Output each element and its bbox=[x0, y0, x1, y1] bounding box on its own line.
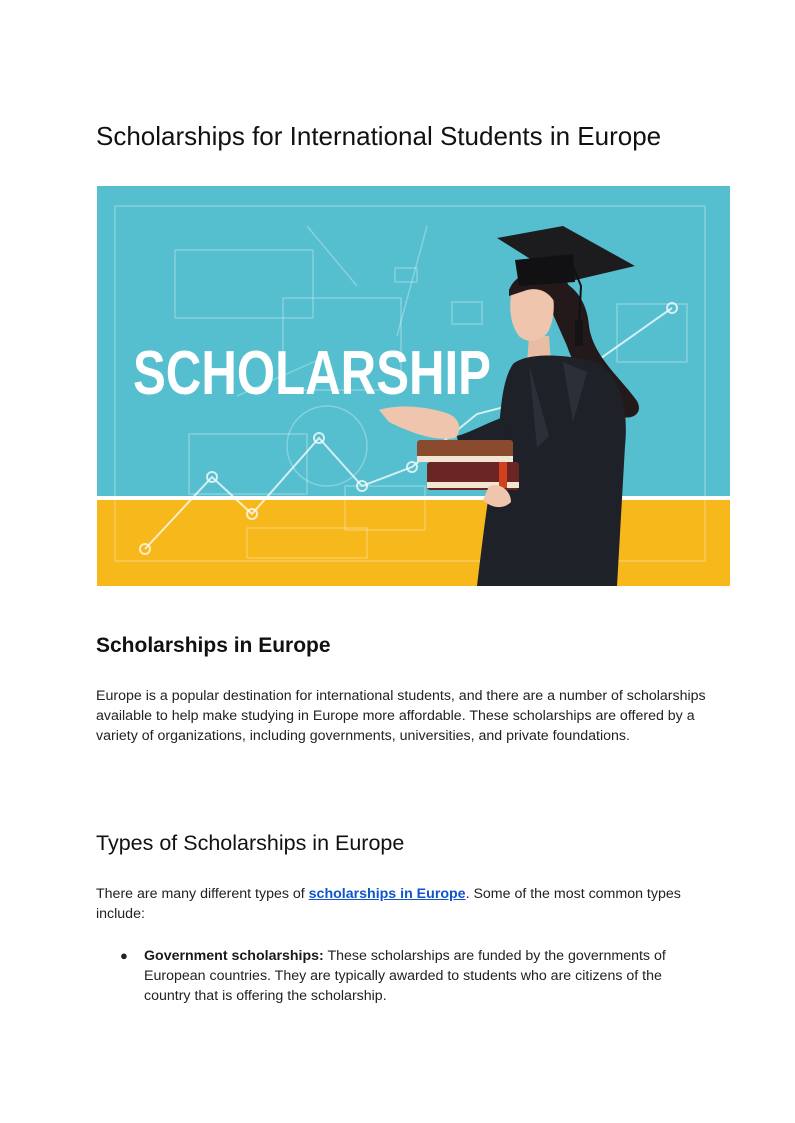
hero-scholarship-text: SCHOLARSHIP bbox=[133, 339, 491, 408]
hero-yellow-band bbox=[97, 500, 730, 586]
scholarships-in-europe-link[interactable]: scholarships in Europe bbox=[308, 886, 466, 902]
section-heading-types-of-scholarships: Types of Scholarships in Europe bbox=[96, 831, 405, 855]
scholarship-hero-image bbox=[97, 186, 730, 586]
scholarship-types-list bbox=[96, 946, 696, 1006]
section-heading-scholarships-in-europe: Scholarships in Europe bbox=[96, 634, 331, 657]
intro-paragraph: Europe is a popular destination for international students, and there are a number of scholarships available to help make studying in Europe more affordable. These scholarships are offered by a variety of organizations, including governments, universities, and private foundations. bbox=[96, 688, 706, 744]
list-item-text: These scholarships are funded by the governments of European countries. They are typically awarded to students who are citizens of the country that is offering the scholarship. bbox=[144, 948, 666, 1004]
list-item bbox=[96, 946, 696, 1006]
list-item-label: Government scholarships: bbox=[144, 948, 324, 964]
document-title: Scholarships for International Students in Europe bbox=[96, 121, 662, 151]
types-intro-text-after: . Some of the most common types include: bbox=[96, 886, 681, 922]
types-intro-text-before: There are many different types of bbox=[96, 886, 309, 902]
bullet-icon: ● bbox=[120, 948, 128, 963]
types-intro-paragraph bbox=[96, 884, 716, 924]
